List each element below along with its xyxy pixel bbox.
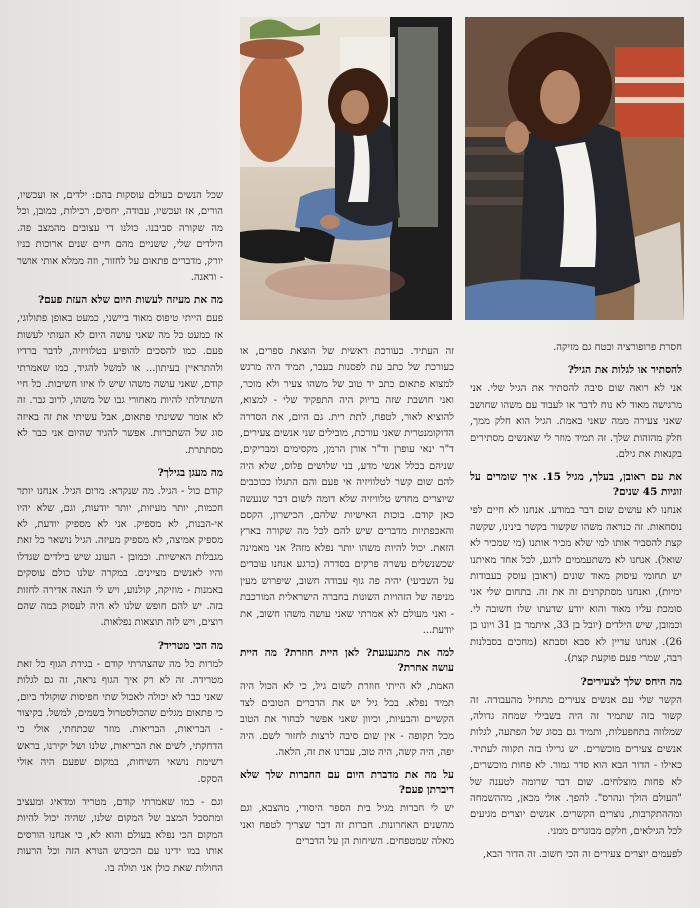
article-column-right: [470, 340, 682, 871]
paragraph: למרות כל מה שהצהרתי קודם - בגידת הגוף כל זאת מטרידה. זה לא רק איך הגוף נראה, זה גם לגלות שאני כבר לא יכולה לאכול שתי חפיסות שוקולד ביום, כי פתאום מגלים שהכולסטרול בשמים, למשל. בקיצור - הבריאות, הבריאות. מוזר שכתחתי, אולי כי הדחקתי, לשים את הבריאות, שלנו ושל יקירנו, בראש רשימת נושאי השיחות, במקום שפעם היה אולי הסקס.: [17, 658, 223, 785]
question-heading: מה את מעיזה לעשות היום שלא העזת פעם?: [37, 294, 223, 307]
paragraph: חסרת פרופורציה ובטח גם מזיקה.: [553, 342, 682, 353]
question-heading: למה את מתגעגעת? לאן היית חוזרת? מה היית עושה אחרת?: [240, 647, 454, 675]
paragraph: שכל הנשים בעולם עוסקות בהם: ילדים, אז ועכשיו, הורים, אז ועכשיו, עבודה, יחסים, רכילות, כמובן, וכל מה שקורה סביבנו. כולנו די עצובים מהמצב פה. הילדים שלי, ששניים מהם חיים שנים ארוכות בניו יורק, מדברים פתאום על לחזור, וזה ממלא אותי אושר - ודאגה.: [17, 190, 223, 284]
question-heading: על מה את מדברת היום עם החברות שלך שלא דיברתן פעם?: [240, 769, 454, 797]
paragraph: וגם - כמו שאמרתי קודם, מטריד ומדאיג ומעציב ומתסכל המצב של המקום שלנו, שהיה יכול להיות המקום הכי נפלא בעולם והוא לא, כי אנחנו הורסים אותו במו ידינו עם הכיבוש הנורא הזה וכל הרעות החולות שאת כולן אני תולה בו.: [17, 797, 223, 874]
photo-woman-leaning-table: [465, 17, 684, 320]
question-heading: מה היחס שלך לצעירים?: [580, 675, 682, 688]
paragraph: קודם כול - הגיל. מה שנקרא: מרום הגיל. אנחנו יותר חכמות, יותר מעיזות, יותר יודעות, וגם, שלא יהיו אי-הבנות, לא מספיק. אני לא מספיק יודעת, לא מספיק אמיצה, לא מספיק מעיזה. הגיל נושאר כל זאת מגבלות האישיות. וכמובן - העונג שיש בילדים שגדלו והיו לאנשים מציינים. במקרה שלנו כולם עוסקים באמנות - מוזיקה, קולנוע, ויש לי הנאה אדירה לחזות בזה. יש להם חופש שלנו לא היה לעסוק במה שהם רוצים, ויש לזה תוצאות נפלאות.: [17, 486, 223, 629]
paragraph: אנחנו לא עושים שום דבר במודע. אנחנו לא חיים לפי נוסחאות. זה כנראה משהו שקשור בקשר בינינו, שקשה קצת להסביר אותו למי שלא מכיר אותנו (מי שמכיר לא שואל). אנחנו לא משתעממים לרגע, לכל אחד מאיתנו יש תחומי עיסוק מאוד שונים (ראובן עוסק בעבודות ימיות), ואנחנו מסתקרנים זה את זה. בתחום שלי אני סומכת עליו מאוד והוא יודע שדעתו שלו חשובה לי. וכמובן, שיש הילדים (יובל בן 33, איתמר בן 31 ויונו בן 26). אנחנו עדיין לא סבא וסבתא (מחכים בסבלנות רבה, שמרי פעם פוקעת קצת).: [470, 505, 683, 665]
article-column-left: [17, 188, 223, 884]
paragraph: הקשר שלי עם אנשים צעירים מתחיל מהעבודה. זה קשור בזה שתמיד זה היה בשבילי שמחה גדולה, שמלווה בתחפעלות, ותמיד גם בסוג של הפתעה, לגלות אנשים צעירים מוכשרים. יש גרילו בזה תקווה לעתיד. כאילו - הדור הבא הוא סדר גמור. לא פחות מוכשרים, לא פחות מוצלחים. שום דבר שרומה לטענה של "העולם הולך ונהרס". להפך. אולי מכאן, מההשמחה ומההתקרבות, נוצרים הקשרים. אנשים יוצרים מגיעים לכל הגילאים, חלקם מבוגרים ממני.: [470, 694, 682, 837]
paragraph: לפעמים יוצרים צעירים זה הכי חשוב. זה הדור הבא,: [483, 849, 682, 861]
paragraph: פעם הייתי טיפוס מאוד ביישני, כמעט באופן פתולוגי, אז כמעט כל מה שאני עושה היום לא העזתי לעשות פעם. כמו להסכים להופיע בטלוויזיה, לדבר ברדיו ולהתראיין בעיתון... או למשל להגיד, כמו שאמרתי קודם, שאני עושה משהו שיש לו איזו חשיבות. כל חיי השתדלתי להיות מאחורי גבו של משהו, לרוב גבר. זה לא אומר ששינתי פתאום, אבל עשיתי את זה באיזה סוג של השתכרות. אפשר להגיד שהיום אני כבר לא מסתתרת.: [17, 313, 223, 456]
paragraph: האמת, לא הייתי חוזרת לשום גיל, כי לא הכול היה תמיד נפלא. בכל גיל יש את הדברים הטובים לצד הקשיים והבעיות, וכיוון שאני אפשר לבחור את הטוב מכל תקופה - אין שום סיבה לרצות לחזור לשם. היה יפה, היה קשה, היה טוב, עברנו את זה, הלאה.: [240, 681, 454, 758]
question-heading: מה הכי מטריד?: [157, 639, 223, 652]
paragraph: יש לי חברות מגיל בית הספר היסודי, מהצבא, וגם מהשנים האחרונות. חברות זה דבר שצריך לטפח ואני מאלה שמטפחים. השיחות הן על הדברים: [240, 803, 454, 848]
question-heading: את עם ראובן, בעלך, מגיל 15. איך שומרים על זוגיות 45 שנים?: [470, 471, 682, 499]
question-heading: להסתיר או לגלות את הגיל?: [567, 364, 682, 377]
photo-woman-sitting-floor: [240, 17, 452, 320]
question-heading: מה מעגן בגילך?: [157, 467, 223, 480]
paragraph: אני לא רואה שום סיבה להסתיר את הגיל שלי. אני מרגישה מאוד לא נוח לדבר או לעבוד עם משהו שחושב שאני צעירה ממה שאני באמת. הגיל הוא חלק ממך, חלק מהזהות שלך. זה תמיד מוזר לי שאנשים מסתירים בקנאות את גילם.: [470, 383, 682, 461]
article-column-middle: [240, 344, 454, 858]
paragraph: זה העתיד. כעורכת ראשית של הוצאת ספרים, או כעורכת של כתב עת לפסנות בעבר, תמיד היה מרגש למצוא פתאום כתב יד טוב של משהו צעיר ולא מוכר, ואני חושבת שזה בדיוק היה התפקיד שלי - למצוא, להוציא לאור, לטפח, לתת רית. גם היום, את הסדרה הדוקומנטרית שאני עורכת, מובילים שני אנשים צעירים, ד"ר ינאי עופרן וד"ר אורן הרמן, מקסימים ומבריקים, שניהם בכלל אנשי מדע, בני שלושים פלוס, שלא היה להם שום קשר לטלוויזיה אי פעם והם התגלו ככוכבים שיוצרים מחדש טלוויזיה שלא דומה לשום דבר שנעשה כאן קודם. בוכות האישיות שלהם, הכישרון, הקסם והאכפתיות מדברים שיש להם לכל מה שקורה בארץ הזאת. יכול להיות משהו יותר נפלא מזה? אני מאמינה שכשנשלים עשרה פרקים בסדרה (כרגע אנחנו עובדים על השביעי) יהיה פה גוף עבודה חשוב, שיפרוש מעין מניפה של הזהויות השונות בחברה הישראלית המורכבת - ואני מעולם לא אמרתי שאני עושה משהו חשוב, את יודעת...: [240, 346, 454, 636]
